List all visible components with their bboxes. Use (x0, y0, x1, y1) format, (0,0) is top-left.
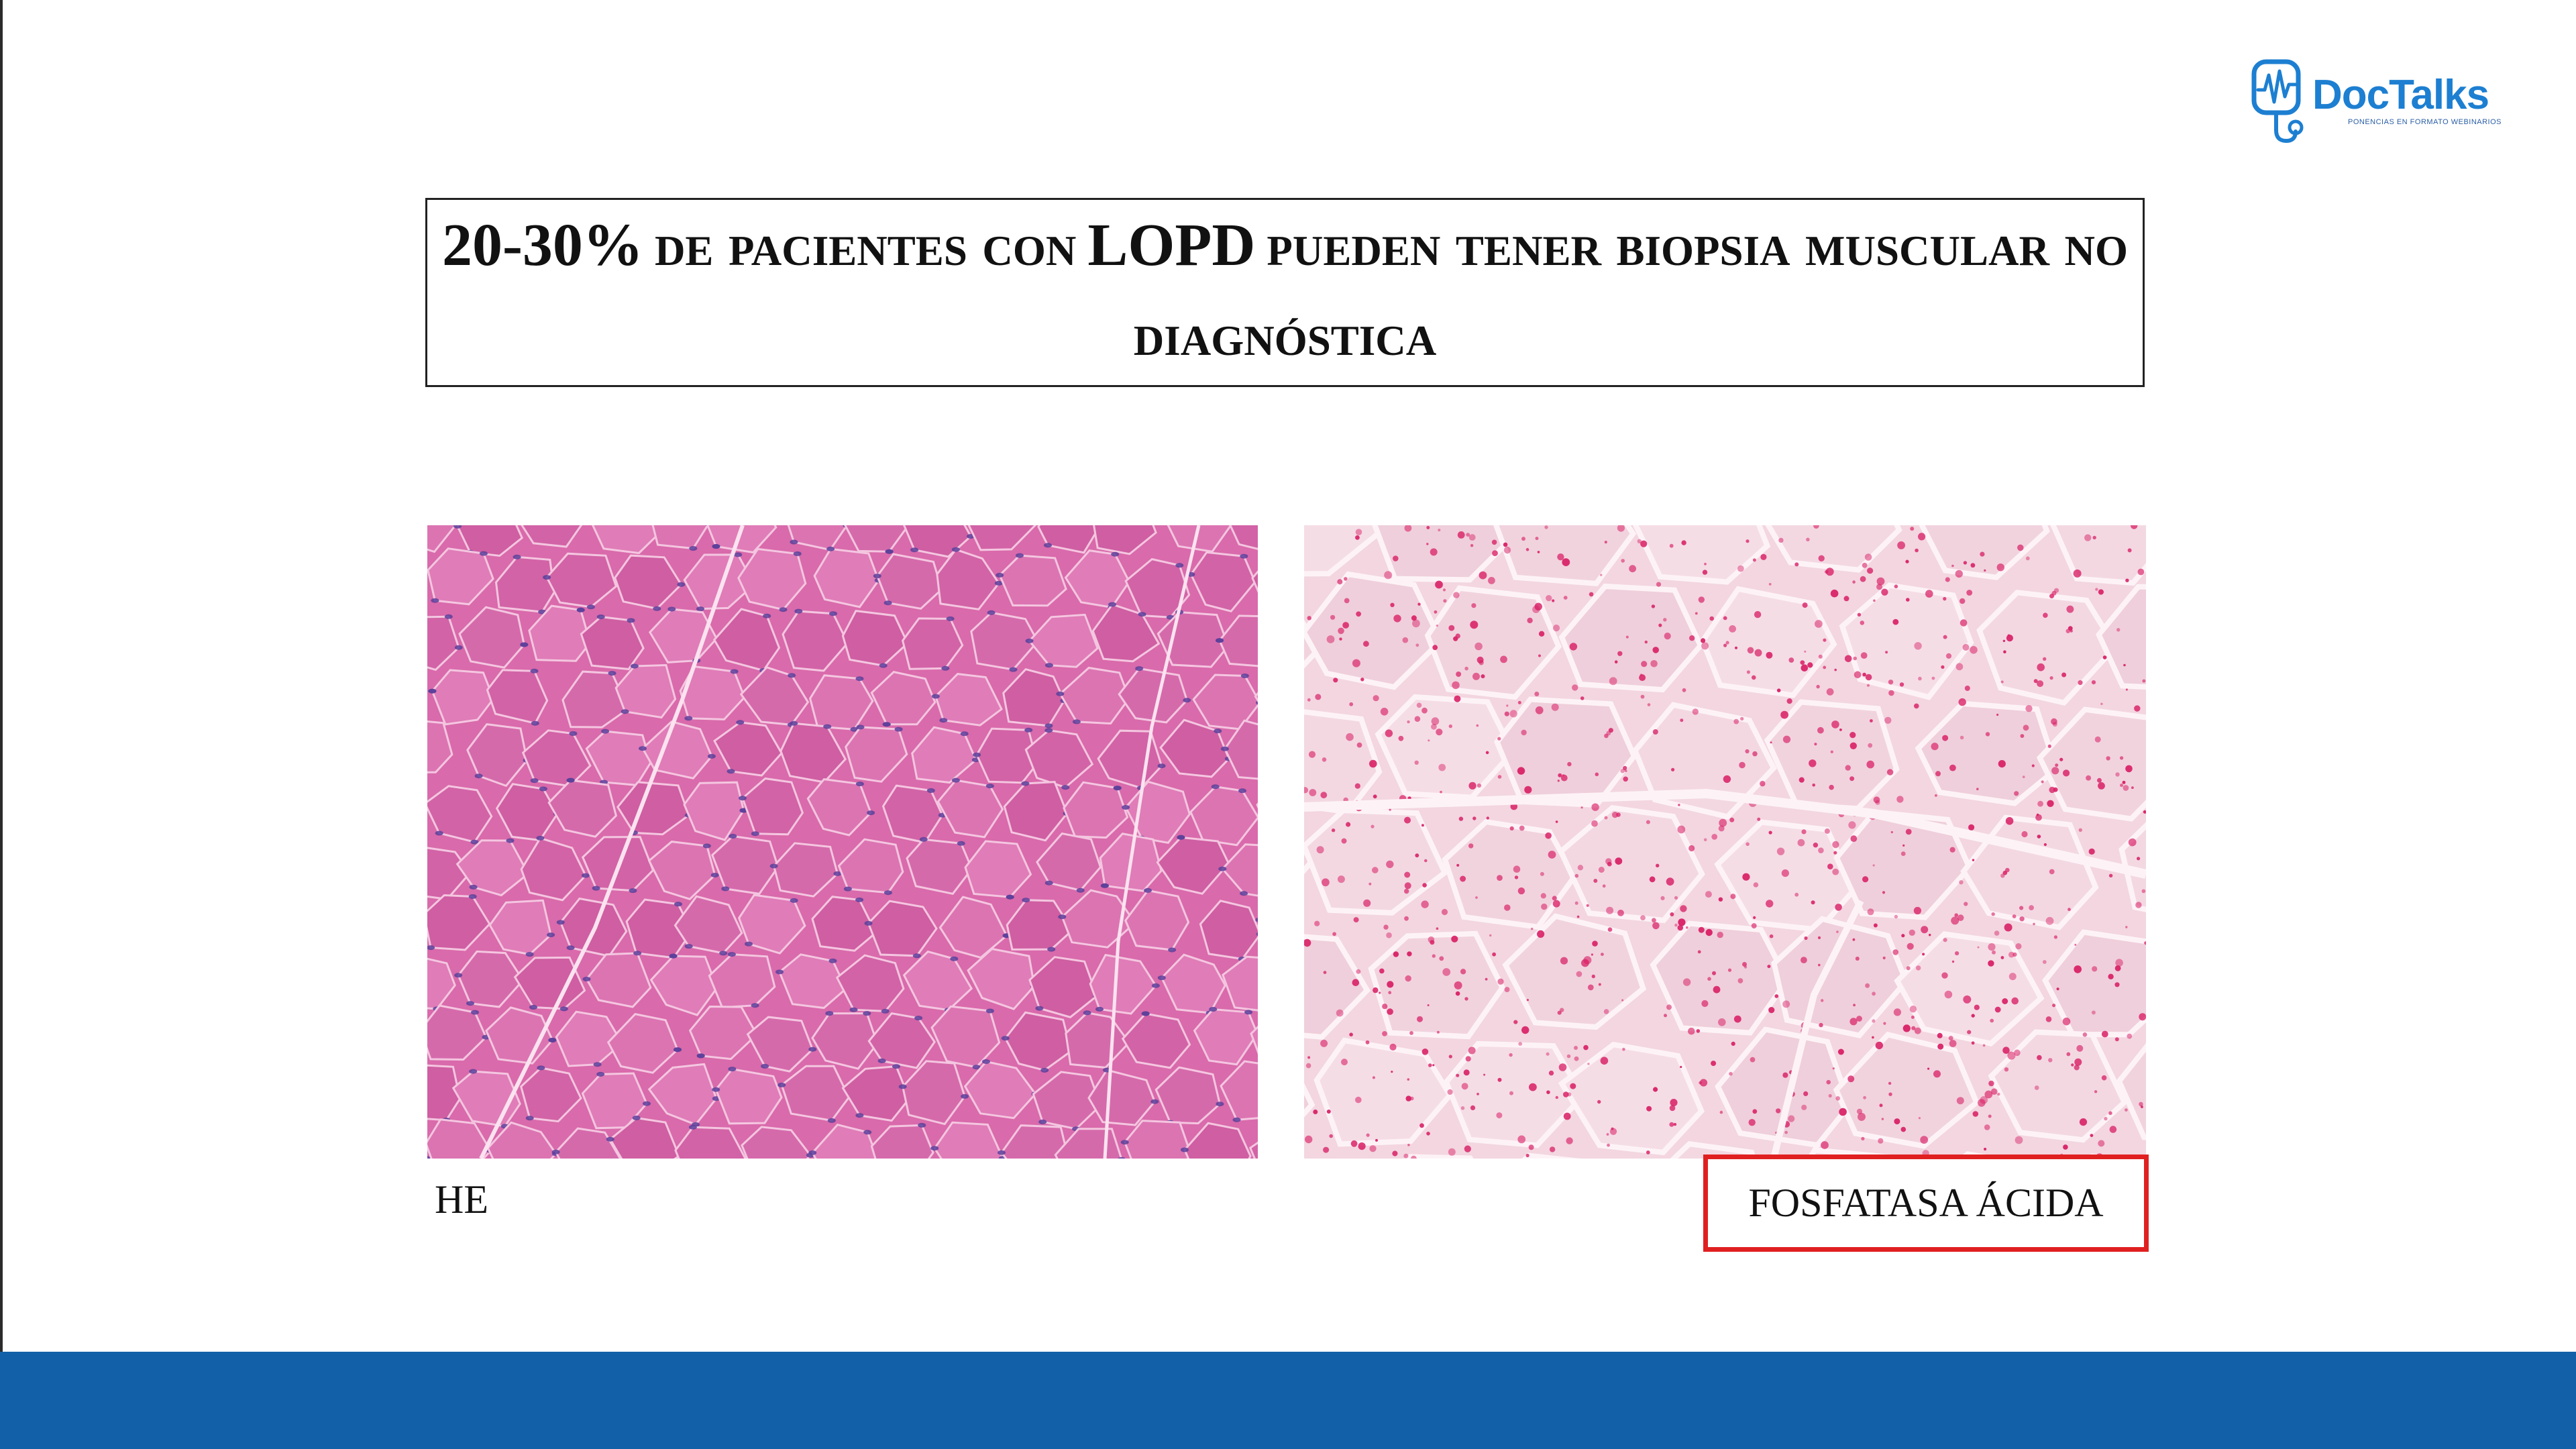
acid-phosphatase-caption (1703, 1155, 2149, 1252)
logo-tagline: PONENCIAS EN FORMATO WEBINARIOS (2348, 118, 2502, 126)
slide-title (427, 203, 2143, 382)
doctalks-logo (2249, 58, 2517, 155)
bottom-bar (0, 1352, 2576, 1449)
title-box (425, 198, 2145, 387)
logo-wordmark: DocTalks (2312, 72, 2489, 118)
acid-phosphatase-caption-text: FOSFATASA ÁCIDA (1748, 1181, 2104, 1225)
title-acronym: LOPD (1087, 212, 1256, 278)
he-caption: HE (435, 1177, 488, 1222)
he-stain-image (427, 525, 1258, 1159)
title-part2: pueden tener biopsia muscular no diagnóstica (1133, 212, 2129, 368)
acid-phosphatase-image (1304, 525, 2146, 1159)
left-border (0, 0, 3, 1352)
title-percent: 20-30% (441, 212, 643, 278)
title-part1: de pacientes con (654, 212, 1077, 278)
stethoscope-icon (2249, 58, 2309, 152)
